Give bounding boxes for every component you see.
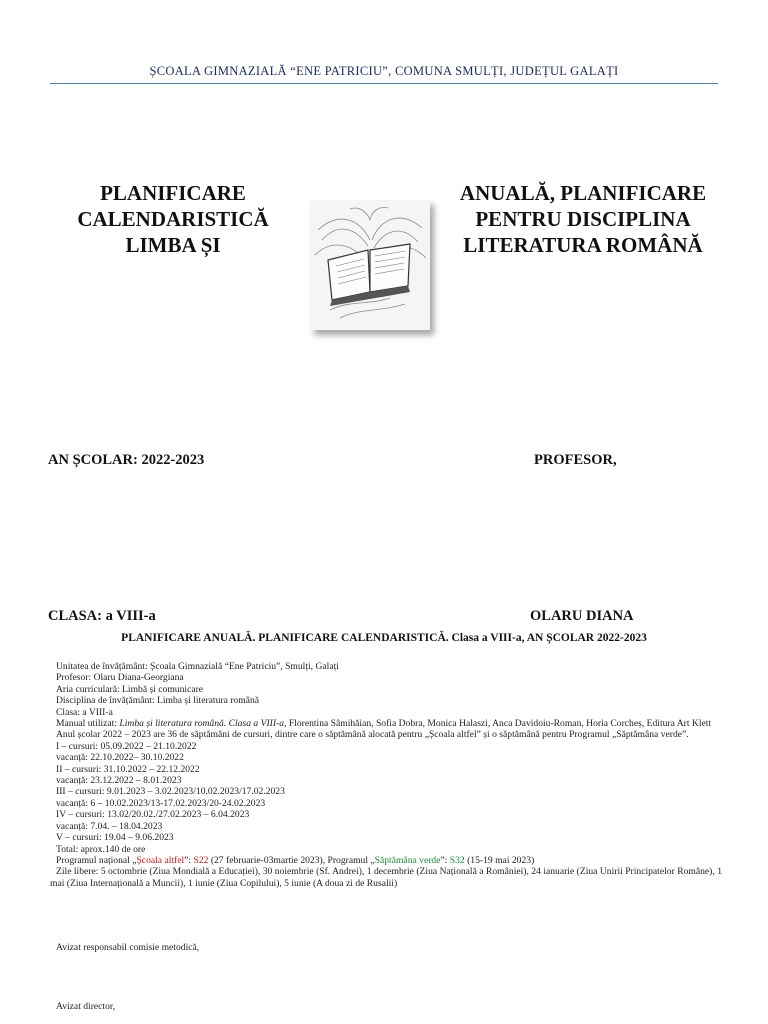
period-8: vacanță: 7.04. – 18.04.2023 xyxy=(56,820,163,832)
program-text: ”: xyxy=(184,854,194,866)
info-programs xyxy=(50,855,722,866)
document-subtitle: PLANIFICARE ANUALĂ. PLANIFICARE CALENDARISTICĂ. Clasa a VIII-a, AN ȘCOLAR 2022-2023 xyxy=(121,632,647,644)
program-verde: Săptămâna verde xyxy=(374,854,441,866)
title-left-line-1: PLANIFICARE xyxy=(100,181,246,205)
period-3: II – cursuri: 31.10.2022 – 22.12.2022 xyxy=(56,763,200,775)
title-right-line-1: ANUALĂ, PLANIFICARE xyxy=(459,181,707,205)
info-area: Aria curriculară: Limbă și comunicare xyxy=(56,683,204,695)
title-left-line-2: CALENDARISTICĂ xyxy=(77,207,269,231)
info-manual xyxy=(50,718,722,729)
title-right-line-2: PENTRU DISCIPLINA xyxy=(475,207,691,231)
period-9: V – cursuri: 19.04 – 9.06.2023 xyxy=(56,832,174,844)
period-7: IV – cursuri: 13.02/20.02./27.02.2023 – 6.04.2023 xyxy=(56,809,250,821)
period-4: vacanță: 23.12.2022 – 8.01.2023 xyxy=(56,775,182,787)
period-5: III – cursuri: 9.01.2023 – 3.02.2023/10.02.2023/17.02.2023 xyxy=(56,786,285,798)
period-2: vacanță: 22.10.2022– 30.10.2022 xyxy=(56,752,184,764)
program-text: (27 februarie-03martie 2023), Programul „ xyxy=(208,854,375,866)
period-1: I – cursuri: 05.09.2022 – 21.10.2022 xyxy=(56,740,197,752)
title-left-line-3: LIMBA ȘI xyxy=(125,233,221,257)
director-signature: Avizat director, xyxy=(56,1001,116,1012)
manual-title: Limba și literatura română. Clasa a VIII-a xyxy=(119,718,285,730)
school-header: ȘCOALA GIMNAZIALĂ “ENE PATRICIU”, COMUNA SMULȚI, JUDEȚUL GALAȚI xyxy=(149,64,619,78)
period-6: vacanță: 6 – 10.02.2023/13-17.02.2023/20-24.02.2023 xyxy=(56,797,266,809)
manual-authors: , Florentina Sâmihăian, Sofia Dobra, Monica Halaszi, Anca Davidoiu-Roman, Horia Corcheș, Editura Art Klett xyxy=(284,718,712,730)
info-unit: Unitatea de învățământ: Școala Gimnazială “Ene Patriciu”, Smulți, Galați xyxy=(56,661,339,672)
info-block xyxy=(50,661,722,889)
program-text: (15-19 mai 2023) xyxy=(464,854,535,866)
title-right-line-3: LITERATURA ROMÂNĂ xyxy=(463,233,703,257)
open-book-icon xyxy=(310,200,430,330)
teacher-name: OLARU DIANA xyxy=(530,608,634,624)
program-s22: S22 xyxy=(193,854,209,866)
manual-prefix: Manual utilizat: xyxy=(56,718,120,730)
program-text: Programul național „ xyxy=(56,854,137,866)
info-holidays: Zile libere: 5 octombrie (Ziua Mondială a Educației), 30 noiembrie (Sf. Andrei), 1 decembrie (Ziua Națională a României), 24 ianuarie (Ziua Unirii Principatelor Române), 1 mai (Ziua Internațională a Muncii), 1 iunie (Ziua Copilului), 5 iunie (A doua zi de Rusalii) xyxy=(50,866,722,889)
program-text: ”: xyxy=(440,854,450,866)
period-total: Total: aprox.140 de ore xyxy=(56,843,146,855)
school-year: AN ȘCOLAR: 2022-2023 xyxy=(48,452,205,468)
teacher-label: PROFESOR, xyxy=(534,452,617,468)
info-class: Clasa: a VIII-a xyxy=(56,706,113,718)
class-label: CLASA: a VIII-a xyxy=(48,608,156,624)
program-altfel: Școala altfel xyxy=(136,854,185,866)
info-discipline: Disciplina de învățământ: Limba și literatura română xyxy=(56,695,260,707)
header-divider xyxy=(50,83,718,84)
program-s32: S32 xyxy=(449,854,465,866)
info-teacher: Profesor: Olaru Diana-Georgiana xyxy=(56,672,184,684)
info-year: Anul școlar 2022 – 2023 are 36 de săptămâni de cursuri, dintre care o săptămână alocată pentru „Școala altfel” și o săptămână pentru Programul „Săptămâna verde”. xyxy=(56,729,689,741)
commission-signature: Avizat responsabil comisie metodică, xyxy=(56,942,200,953)
title-right xyxy=(448,180,718,258)
title-left xyxy=(48,180,298,258)
